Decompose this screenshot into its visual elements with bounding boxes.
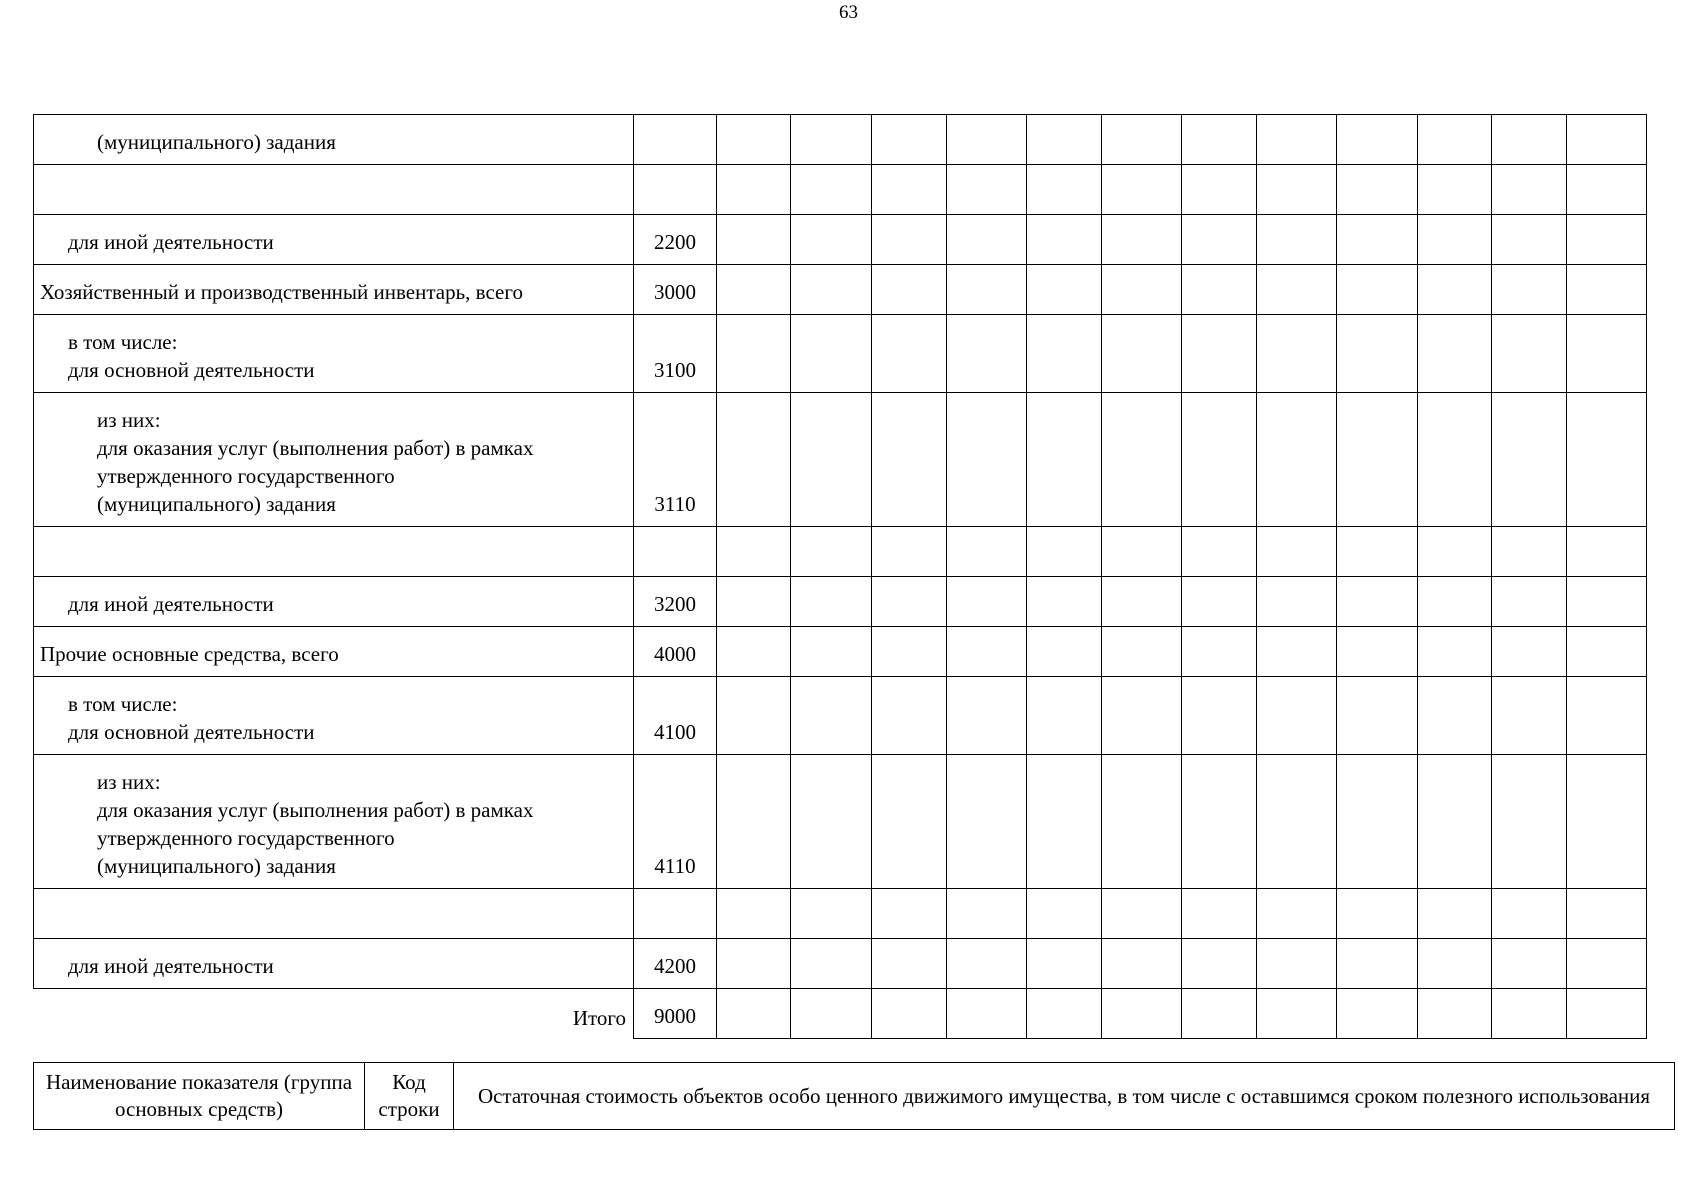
value-cell	[1567, 265, 1647, 315]
value-cell	[791, 755, 872, 889]
value-cell	[717, 989, 791, 1039]
value-cell	[1182, 115, 1257, 165]
value-cell	[947, 939, 1027, 989]
value-cell	[791, 889, 872, 939]
value-cell	[1257, 527, 1337, 577]
header-code-column: Код строки	[365, 1063, 454, 1130]
value-cell	[1182, 755, 1257, 889]
total-label	[34, 989, 634, 1039]
value-cell	[1182, 577, 1257, 627]
value-cell	[1492, 755, 1567, 889]
value-cell	[791, 315, 872, 393]
value-cell	[1337, 115, 1418, 165]
value-cell	[1418, 939, 1492, 989]
value-cell	[1027, 889, 1102, 939]
value-cell	[1337, 527, 1418, 577]
value-cell	[1182, 315, 1257, 393]
value-cell	[1182, 265, 1257, 315]
value-cell	[717, 527, 791, 577]
value-cell	[1257, 577, 1337, 627]
value-cell	[947, 165, 1027, 215]
table-row	[34, 577, 1647, 627]
row-name-line: для основной деятельности	[68, 358, 315, 382]
value-cell	[791, 393, 872, 527]
value-cell	[1337, 215, 1418, 265]
value-cell	[947, 527, 1027, 577]
value-cell	[1027, 215, 1102, 265]
table-row	[34, 393, 1647, 527]
header-row	[34, 1063, 1675, 1130]
value-cell	[1567, 393, 1647, 527]
value-cell	[1027, 165, 1102, 215]
value-cell	[1492, 165, 1567, 215]
value-cell	[791, 939, 872, 989]
row-name	[34, 889, 634, 939]
value-cell	[1337, 939, 1418, 989]
value-cell	[1257, 677, 1337, 755]
row-name-line: из них:	[97, 408, 161, 432]
value-cell	[1492, 315, 1567, 393]
value-cell	[1257, 393, 1337, 527]
value-cell	[1418, 265, 1492, 315]
table-body	[34, 115, 1647, 1039]
row-code	[634, 115, 717, 165]
value-cell	[1567, 889, 1647, 939]
value-cell	[1567, 939, 1647, 989]
value-cell	[1337, 577, 1418, 627]
table-row	[34, 889, 1647, 939]
value-cell	[947, 393, 1027, 527]
value-cell	[1182, 165, 1257, 215]
value-cell	[1418, 215, 1492, 265]
value-cell	[1418, 627, 1492, 677]
table-row	[34, 315, 1647, 393]
value-cell	[1492, 939, 1567, 989]
value-cell	[1027, 627, 1102, 677]
value-cell	[1492, 115, 1567, 165]
value-cell	[1418, 165, 1492, 215]
value-cell	[717, 627, 791, 677]
row-name-line: Хозяйственный и производственный инвентарь, всего	[40, 280, 523, 304]
value-cell	[1418, 315, 1492, 393]
value-cell	[872, 215, 947, 265]
value-cell	[1102, 677, 1182, 755]
value-cell	[1027, 989, 1102, 1039]
value-cell	[872, 677, 947, 755]
value-cell	[1257, 939, 1337, 989]
row-name	[34, 265, 634, 315]
value-cell	[947, 755, 1027, 889]
value-cell	[947, 577, 1027, 627]
value-cell	[1102, 889, 1182, 939]
value-cell	[947, 677, 1027, 755]
value-cell	[1102, 989, 1182, 1039]
value-cell	[872, 939, 947, 989]
row-name	[34, 393, 634, 527]
row-name-line: для иной деятельности	[68, 230, 274, 254]
value-cell	[1182, 989, 1257, 1039]
row-code: 3110	[634, 393, 717, 527]
row-code: 4200	[634, 939, 717, 989]
value-cell	[1567, 115, 1647, 165]
row-name-line: в том числе:	[68, 692, 178, 716]
value-cell	[1418, 989, 1492, 1039]
row-code: 3200	[634, 577, 717, 627]
row-name	[34, 215, 634, 265]
value-cell	[791, 115, 872, 165]
value-cell	[791, 215, 872, 265]
value-cell	[717, 939, 791, 989]
value-cell	[717, 755, 791, 889]
row-name	[34, 755, 634, 889]
value-cell	[1418, 527, 1492, 577]
header-value-column: Остаточная стоимость объектов особо ценного движимого имущества, в том числе с оставшимся сроком полезного использования	[454, 1063, 1675, 1130]
value-cell	[947, 315, 1027, 393]
row-name-line: для иной деятельности	[68, 954, 274, 978]
row-code: 3000	[634, 265, 717, 315]
value-cell	[1567, 527, 1647, 577]
value-cell	[947, 215, 1027, 265]
value-cell	[791, 165, 872, 215]
value-cell	[717, 115, 791, 165]
value-cell	[1182, 939, 1257, 989]
row-code	[634, 165, 717, 215]
value-cell	[1567, 577, 1647, 627]
value-cell	[1418, 393, 1492, 527]
value-cell	[947, 265, 1027, 315]
value-cell	[1257, 115, 1337, 165]
value-cell	[1257, 315, 1337, 393]
row-name	[34, 165, 634, 215]
value-cell	[1257, 627, 1337, 677]
value-cell	[1102, 315, 1182, 393]
value-cell	[947, 627, 1027, 677]
value-cell	[1182, 889, 1257, 939]
value-cell	[791, 677, 872, 755]
row-code: 3100	[634, 315, 717, 393]
row-name-line: Итого	[572, 1005, 626, 1030]
value-cell	[947, 989, 1027, 1039]
value-cell	[1492, 527, 1567, 577]
value-cell	[1257, 215, 1337, 265]
row-name-line: в том числе:	[68, 330, 178, 354]
value-cell	[947, 889, 1027, 939]
value-cell	[1257, 755, 1337, 889]
row-name-line: Прочие основные средства, всего	[40, 642, 339, 666]
value-cell	[1182, 215, 1257, 265]
value-cell	[872, 577, 947, 627]
value-cell	[717, 315, 791, 393]
header-name-column: Наименование показателя (группа основных средств)	[34, 1063, 365, 1130]
value-cell	[1027, 115, 1102, 165]
value-cell	[1492, 393, 1567, 527]
value-cell	[1182, 677, 1257, 755]
value-cell	[717, 265, 791, 315]
table-row	[34, 677, 1647, 755]
row-name-line: утвержденного государственного	[97, 464, 395, 488]
row-code: 9000	[634, 989, 717, 1039]
row-name	[34, 627, 634, 677]
value-cell	[1418, 755, 1492, 889]
value-cell	[1567, 677, 1647, 755]
value-cell	[1567, 627, 1647, 677]
value-cell	[1492, 989, 1567, 1039]
value-cell	[872, 627, 947, 677]
value-cell	[1182, 627, 1257, 677]
value-cell	[1492, 677, 1567, 755]
row-code	[634, 527, 717, 577]
table-row	[34, 755, 1647, 889]
value-cell	[1492, 889, 1567, 939]
value-cell	[717, 215, 791, 265]
row-name	[34, 677, 634, 755]
value-cell	[717, 677, 791, 755]
value-cell	[1102, 527, 1182, 577]
value-cell	[1027, 755, 1102, 889]
value-cell	[1102, 165, 1182, 215]
row-name-line: для оказания услуг (выполнения работ) в рамках	[97, 436, 534, 460]
value-cell	[1567, 989, 1647, 1039]
table-row	[34, 939, 1647, 989]
value-cell	[1418, 577, 1492, 627]
value-cell	[1102, 939, 1182, 989]
value-cell	[1182, 393, 1257, 527]
row-name	[34, 115, 634, 165]
value-cell	[872, 315, 947, 393]
value-cell	[872, 527, 947, 577]
value-cell	[791, 577, 872, 627]
value-cell	[1418, 115, 1492, 165]
value-cell	[717, 165, 791, 215]
table-row	[34, 527, 1647, 577]
value-cell	[1257, 165, 1337, 215]
value-cell	[1257, 989, 1337, 1039]
value-cell	[1337, 755, 1418, 889]
value-cell	[1027, 677, 1102, 755]
value-cell	[1492, 627, 1567, 677]
value-cell	[1337, 315, 1418, 393]
row-name	[34, 939, 634, 989]
value-cell	[1492, 215, 1567, 265]
value-cell	[872, 115, 947, 165]
row-name-line: для основной деятельности	[68, 720, 315, 744]
value-cell	[791, 265, 872, 315]
value-cell	[872, 265, 947, 315]
assets-table	[33, 114, 1647, 1039]
value-cell	[1492, 265, 1567, 315]
row-code: 4110	[634, 755, 717, 889]
table-row	[34, 627, 1647, 677]
row-name-line: утвержденного государственного	[97, 826, 395, 850]
value-cell	[1027, 939, 1102, 989]
table-row	[34, 165, 1647, 215]
row-name-line: (муниципального) задания	[97, 492, 336, 516]
value-cell	[1337, 889, 1418, 939]
value-cell	[1418, 889, 1492, 939]
row-code: 4100	[634, 677, 717, 755]
value-cell	[791, 627, 872, 677]
table-row	[34, 115, 1647, 165]
value-cell	[1027, 527, 1102, 577]
value-cell	[1027, 265, 1102, 315]
row-name-line: для оказания услуг (выполнения работ) в рамках	[97, 798, 534, 822]
table-row	[34, 215, 1647, 265]
row-name-line: из них:	[97, 770, 161, 794]
value-cell	[1102, 627, 1182, 677]
value-cell	[1257, 889, 1337, 939]
value-cell	[872, 165, 947, 215]
row-name-line: (муниципального) задания	[97, 854, 336, 878]
value-cell	[1257, 265, 1337, 315]
value-cell	[1027, 393, 1102, 527]
value-cell	[1027, 315, 1102, 393]
value-cell	[1102, 215, 1182, 265]
value-cell	[717, 577, 791, 627]
value-cell	[1337, 393, 1418, 527]
value-cell	[1567, 755, 1647, 889]
row-code: 2200	[634, 215, 717, 265]
value-cell	[791, 527, 872, 577]
value-cell	[872, 989, 947, 1039]
value-cell	[872, 889, 947, 939]
value-cell	[1337, 265, 1418, 315]
row-name-line: (муниципального) задания	[97, 130, 336, 154]
value-cell	[1567, 315, 1647, 393]
value-cell	[717, 393, 791, 527]
header-table	[33, 1062, 1675, 1130]
table-row	[34, 265, 1647, 315]
value-cell	[1182, 527, 1257, 577]
value-cell	[1337, 165, 1418, 215]
value-cell	[1567, 165, 1647, 215]
value-cell	[1337, 627, 1418, 677]
value-cell	[1102, 265, 1182, 315]
row-code	[634, 889, 717, 939]
value-cell	[1102, 755, 1182, 889]
value-cell	[791, 989, 872, 1039]
value-cell	[1418, 677, 1492, 755]
value-cell	[1492, 577, 1567, 627]
value-cell	[1102, 577, 1182, 627]
value-cell	[1337, 989, 1418, 1039]
value-cell	[717, 889, 791, 939]
value-cell	[1027, 577, 1102, 627]
table-row	[34, 989, 1647, 1039]
row-name	[34, 315, 634, 393]
value-cell	[1102, 115, 1182, 165]
row-name-line: для иной деятельности	[68, 592, 274, 616]
value-cell	[1102, 393, 1182, 527]
value-cell	[1567, 215, 1647, 265]
page-number: 63	[839, 2, 858, 23]
row-name	[34, 527, 634, 577]
value-cell	[1337, 677, 1418, 755]
value-cell	[872, 755, 947, 889]
value-cell	[947, 115, 1027, 165]
value-cell	[872, 393, 947, 527]
row-code: 4000	[634, 627, 717, 677]
row-name	[34, 577, 634, 627]
